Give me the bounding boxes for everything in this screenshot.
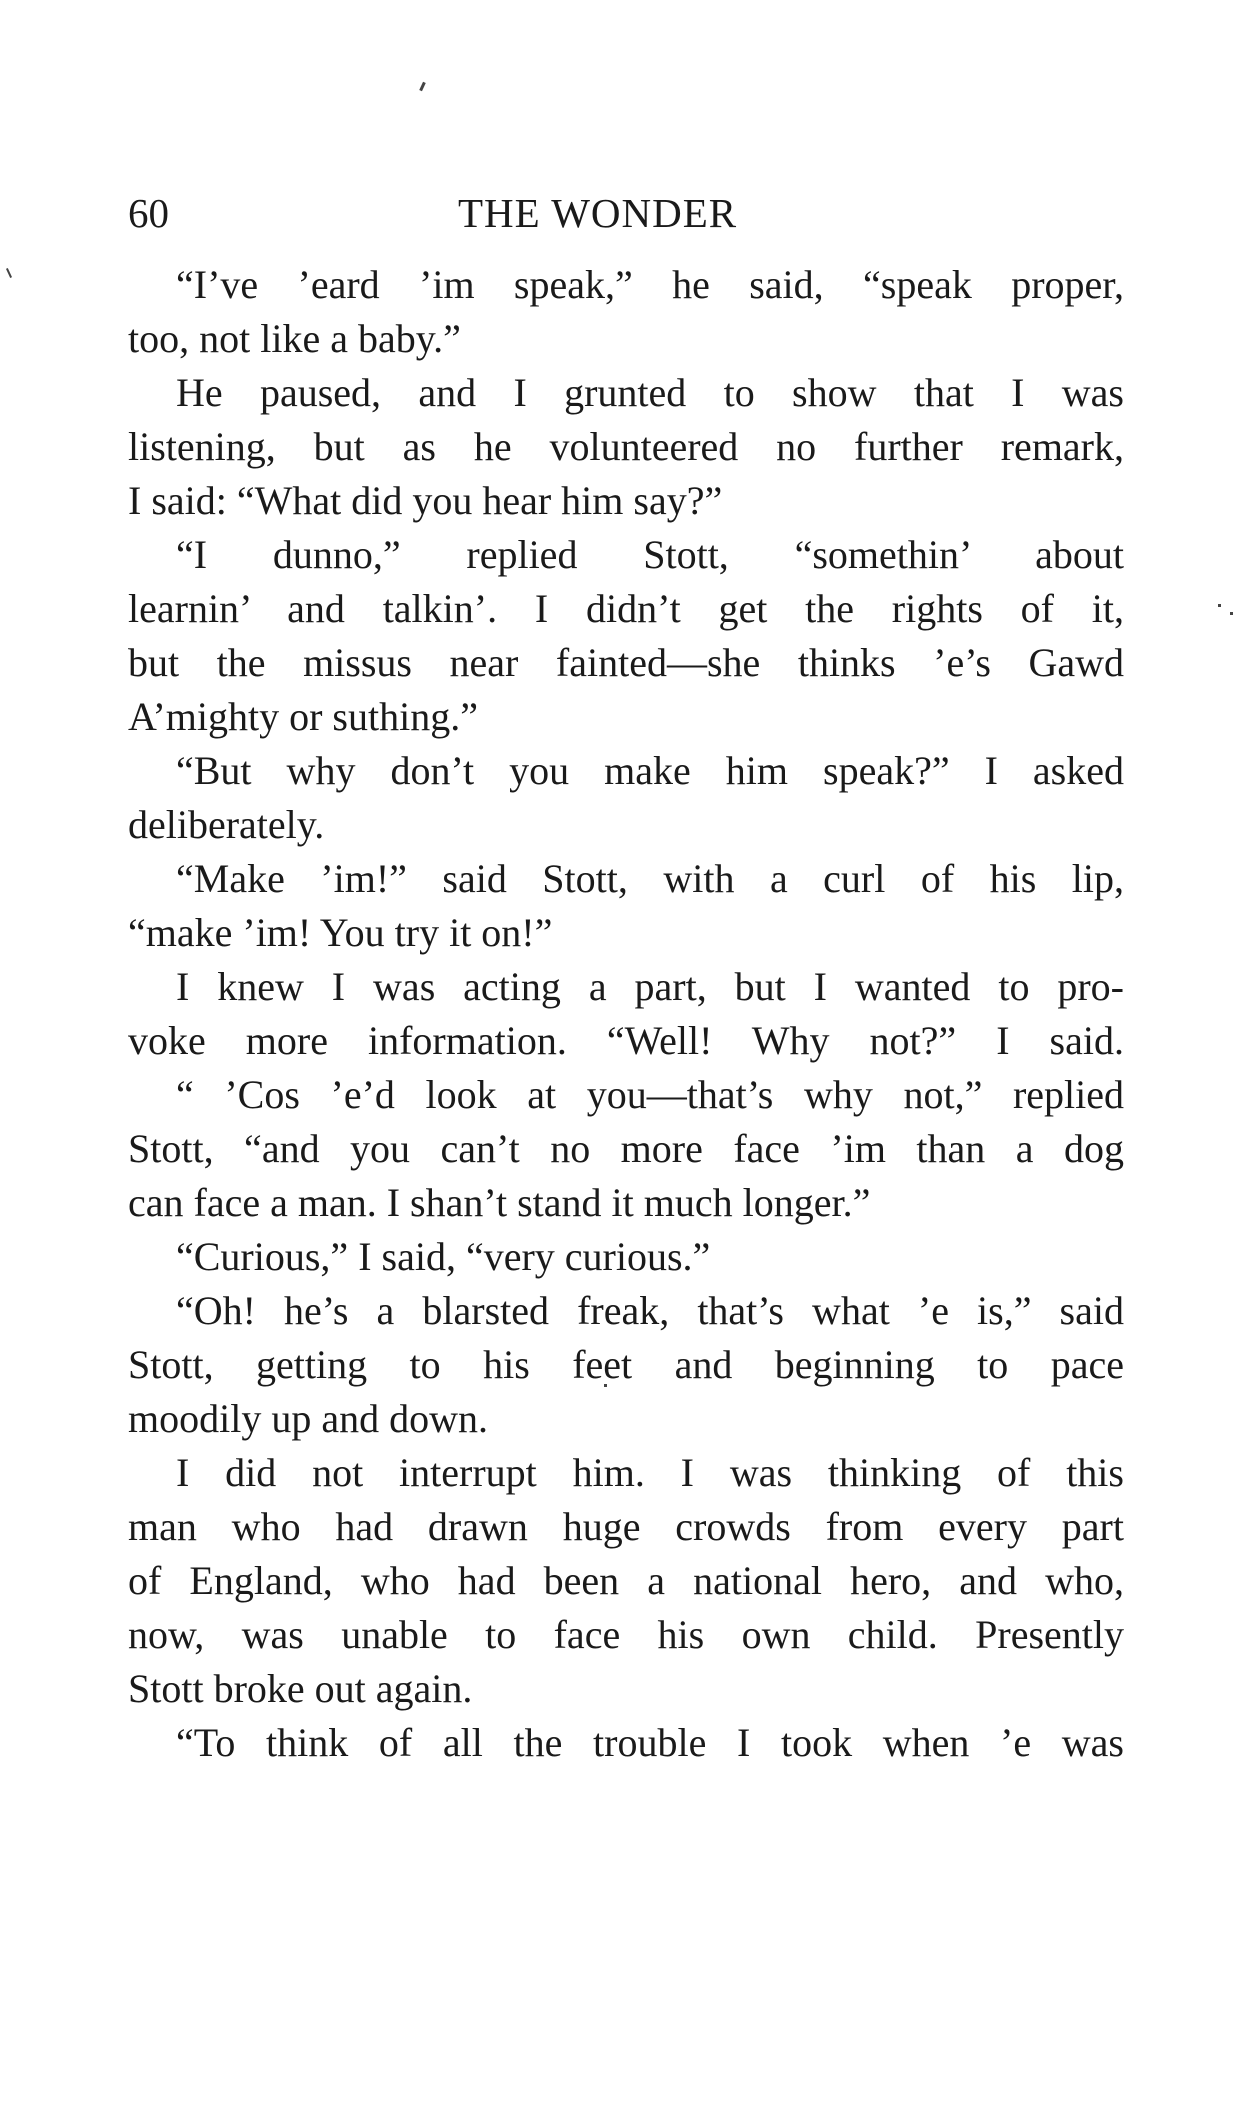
- running-title: THE WONDER: [458, 190, 738, 236]
- text-line: learnin’ and talkin’. I didn’t get the rights of it,: [128, 586, 1124, 631]
- text-line: “Make ’im!” said Stott, with a curl of his lip,: [176, 856, 1124, 901]
- text-line: voke more information. “Well! Why not?” I said.: [128, 1018, 1124, 1063]
- page-number: 60: [128, 190, 169, 236]
- scan-speck: [1218, 604, 1221, 607]
- text-line: “Oh! he’s a blarsted freak, that’s what ’e is,” said: [176, 1288, 1124, 1333]
- text-line: “make ’im! You try it on!”: [128, 910, 553, 955]
- scan-speck: [419, 82, 426, 91]
- text-line: I said: “What did you hear him say?”: [128, 478, 723, 523]
- text-line: but the missus near fainted—she thinks ’e’s Gawd: [128, 640, 1124, 685]
- text-line: Stott, “and you can’t no more face ’im than a dog: [128, 1126, 1124, 1171]
- text-line: I did not interrupt him. I was thinking of this: [176, 1450, 1124, 1495]
- text-line: now, was unable to face his own child. Presently: [128, 1612, 1124, 1657]
- scan-speck: [1230, 612, 1233, 615]
- text-line: A’mighty or suthing.”: [128, 694, 478, 739]
- body-text: [128, 258, 1124, 1770]
- text-line: moodily up and down.: [128, 1396, 488, 1441]
- running-head: [128, 188, 1124, 238]
- text-line: too, not like a baby.”: [128, 316, 461, 361]
- text-line: I knew I was acting a part, but I wanted to pro-: [176, 964, 1124, 1009]
- text-line: listening, but as he volunteered no further remark,: [128, 424, 1124, 469]
- scan-speck: [6, 268, 12, 278]
- text-line: “ ’Cos ’e’d look at you—that’s why not,” replied: [176, 1072, 1124, 1117]
- text-line: can face a man. I shan’t stand it much longer.”: [128, 1180, 871, 1225]
- text-line: deliberately.: [128, 802, 325, 847]
- text-line: “But why don’t you make him speak?” I asked: [176, 748, 1124, 793]
- text-line: He paused, and I grunted to show that I was: [176, 370, 1124, 415]
- text-line: “I dunno,” replied Stott, “somethin’ about: [176, 532, 1124, 577]
- text-line: of England, who had been a national hero, and who,: [128, 1558, 1124, 1603]
- text-line: “Curious,” I said, “very curious.”: [176, 1234, 711, 1279]
- text-line: man who had drawn huge crowds from every part: [128, 1504, 1124, 1549]
- text-line: Stott, getting to his feet and beginning to pace: [128, 1342, 1124, 1387]
- text-line: “To think of all the trouble I took when ’e was: [176, 1720, 1124, 1765]
- text-line: “I’ve ’eard ’im speak,” he said, “speak proper,: [176, 262, 1124, 307]
- text-line: Stott broke out again.: [128, 1666, 473, 1711]
